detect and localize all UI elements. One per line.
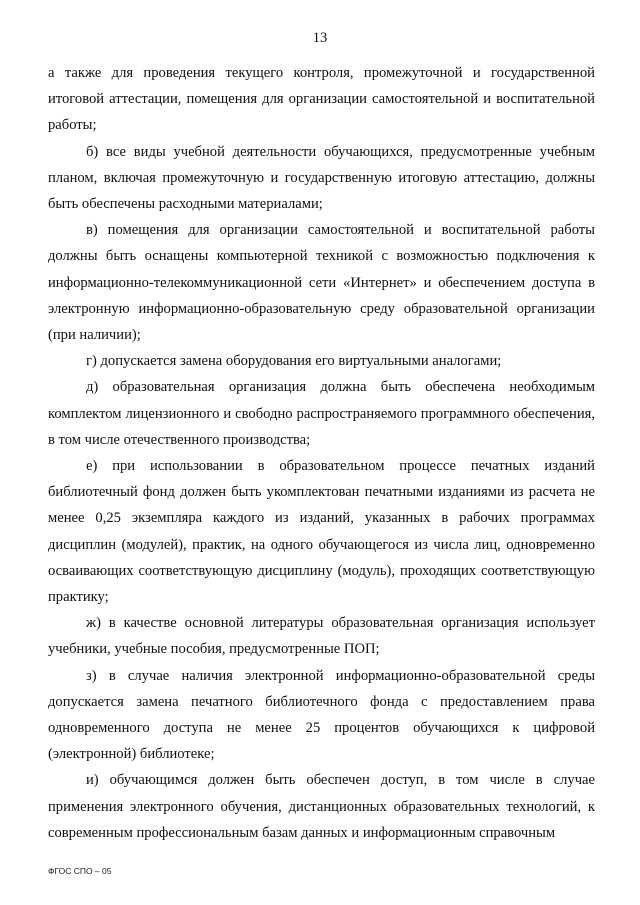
paragraph-i: и) обучающимся должен быть обеспечен доступ, в том числе в случае применения электронного обучения, дистанционных образовательных технологий, к современным профессиональным базам данных и информационным справочным: [48, 772, 595, 841]
paragraph-g: г) допускается замена оборудования его виртуальными аналогами;: [86, 353, 502, 370]
paragraph-e: е) при использовании в образовательном процессе печатных изданий библиотечный фонд должен быть укомплектован печатными изданиями из расчета не менее 0,25 экземпляра каждого из изданий, указанных в рабочих программах дисциплин (модулей), практик, на одного обучающегося из числа лиц, одновременно осваивающих соответствующую дисциплину (модуль), проходящих соответствующую практику;: [48, 458, 595, 606]
paragraph-zh: ж) в качестве основной литературы образовательная организация использует учебники, учебные пособия, предусмотренные ПОП;: [48, 615, 595, 658]
document-footer: ФГОС СПО – 05: [48, 866, 112, 876]
paragraph-v: в) помещения для организации самостоятельной и воспитательной работы должны быть оснащены компьютерной техникой с возможностью подключения к информационно-телекоммуникационной сети «Интернет» и обеспечением доступа в электронную информационно-образовательную среду образовательной организации (при наличии);: [48, 222, 595, 344]
paragraph-b: б) все виды учебной деятельности обучающихся, предусмотренные учебным планом, включая промежуточную и государственную итоговую аттестацию, должны быть обеспечены расходными материалами;: [48, 143, 595, 213]
page-number: 13: [312, 30, 328, 46]
paragraph-z: з) в случае наличия электронной информационно-образовательной среды допускается замена печатного библиотечного фонда с предоставлением права одновременного доступа не менее 25 процентов обучающихся к цифровой (электронной) библиотеке;: [48, 667, 595, 763]
paragraph-continuation: а также для проведения текущего контроля, промежуточной и государственной итоговой аттестации, помещения для организации самостоятельной и воспитательной работы;: [48, 65, 595, 134]
document-body: [48, 60, 595, 846]
paragraph-d: д) образовательная организация должна быть обеспечена необходимым комплектом лицензионного и свободно распространяемого программного обеспечения, в том числе отечественного производства;: [48, 379, 595, 448]
